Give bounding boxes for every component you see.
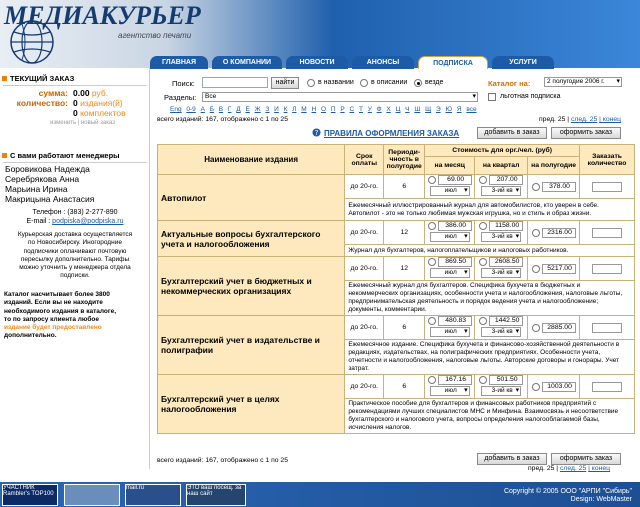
publication-name[interactable]: Бухгалтерский учет в издательстве и полиграфии [158, 316, 345, 375]
payment-term: до 20-го. [345, 257, 384, 281]
order-comp-row [0, 108, 150, 118]
letter-link[interactable]: Э [435, 106, 441, 113]
order-sum-label: сумма: [38, 88, 68, 98]
help-icon [312, 128, 321, 137]
order-sum-value [73, 88, 108, 98]
pager-next[interactable]: след. 25 [570, 116, 598, 123]
price-month-cell [425, 175, 475, 199]
price-half-cell [528, 175, 580, 199]
catalog-table [157, 144, 635, 434]
manager-name: Серебрякова Анна [5, 174, 80, 184]
quantity-input[interactable] [592, 264, 622, 274]
price-half: 378.00 [542, 182, 576, 192]
benefit-label: льготная подписка [500, 93, 561, 100]
letter-link[interactable]: З [265, 106, 270, 113]
letter-link[interactable]: М [301, 106, 307, 113]
order-links[interactable]: изменить | новый заказ [50, 120, 116, 126]
periodicity: 12 [384, 221, 425, 245]
delivery-line: подписчики оплачивают почтовую [23, 247, 127, 255]
pager-end[interactable]: | конец [588, 465, 611, 472]
letter-link[interactable]: все [466, 106, 477, 113]
publication-name[interactable]: Автопилот [158, 175, 345, 221]
left-sidebar [0, 68, 150, 469]
catalog-note-line: необходимого издания в каталоге, [4, 307, 117, 315]
price-half: 5217.00 [542, 264, 576, 274]
quarter-select[interactable]: 3-ий кв ▾ [481, 186, 521, 196]
radio-in-title[interactable] [307, 79, 315, 87]
catalog-label: Каталог на: [488, 79, 531, 88]
letter-link[interactable]: Д [236, 106, 241, 113]
price-quarter-radio[interactable] [479, 176, 487, 184]
site-header [0, 0, 640, 68]
email-link[interactable]: podpiska@podpiska.ru [52, 218, 124, 225]
periodicity: 6 [384, 375, 425, 399]
col-order: Заказать количество [580, 145, 635, 175]
order-comp-number: 0 [73, 108, 78, 118]
quantity-cell [580, 257, 635, 281]
publication-row [158, 257, 635, 281]
letter-link[interactable]: В [218, 106, 224, 113]
price-month-radio[interactable] [428, 317, 436, 325]
letter-link[interactable]: А [200, 106, 205, 113]
order-comp-unit: комплектов [80, 108, 126, 118]
search-label: Поиск: [172, 79, 195, 88]
quantity-input[interactable] [592, 182, 622, 192]
price-month-radio[interactable] [428, 176, 436, 184]
radio-in-title-label: в названии [318, 79, 354, 86]
site-logo[interactable]: МЕДИАКУРЬЕР [4, 1, 201, 30]
price-half-cell [528, 221, 580, 245]
price-month: 167.16 [438, 375, 472, 385]
site-tagline: агентство печати [118, 31, 192, 40]
col-term: Срок оплаты [345, 145, 384, 175]
publication-name[interactable]: Бухгалтерский учет в целях налогообложения [158, 375, 345, 434]
price-quarter: 2608.50 [489, 257, 523, 267]
price-quarter-cell [475, 221, 528, 245]
quarter-select[interactable]: 3-ий кв ▾ [481, 327, 521, 337]
periodicity: 6 [384, 175, 425, 199]
catalog-note-line: Каталог насчитывает более 3800 [4, 291, 110, 298]
letter-link[interactable]: Х [386, 106, 391, 113]
search-button[interactable]: найти [271, 77, 299, 89]
price-quarter-cell [475, 175, 528, 199]
quarter-select[interactable]: 3-ий кв ▾ [481, 386, 521, 396]
divider [3, 162, 147, 163]
quantity-cell [580, 221, 635, 245]
quantity-cell [580, 375, 635, 399]
design-credit: Design: WebMaster [570, 496, 632, 503]
letter-link[interactable]: Л [292, 106, 297, 113]
order-rules-link[interactable]: ПРАВИЛА ОФОРМЛЕНИЯ ЗАКАЗА [324, 129, 460, 138]
price-half-radio[interactable] [532, 229, 540, 237]
quarter-select[interactable]: 3-ий кв ▾ [481, 232, 521, 242]
letter-link[interactable]: И [274, 106, 279, 113]
price-quarter-radio[interactable] [479, 317, 487, 325]
tab-services[interactable]: УСЛУГИ [492, 56, 554, 69]
letter-link[interactable]: Е [245, 106, 250, 113]
publication-description: Ежемесячное издание. Специфика бухучета и финансово-хозяйственной деятельности в редакциях, издательствах, на полиграфических предприятиях. Особенности учета, отчетности и налогообложения, налоговые льготы. Авторские договоры и гонорары. Учет затрат. [345, 340, 635, 375]
add-to-order-button-bottom[interactable]: добавить в заказ [477, 453, 547, 465]
price-half-radio[interactable] [532, 183, 540, 191]
order-sum-unit: руб. [91, 88, 109, 98]
copyright-text: Copyright © 2005 ООО "АРПИ "Сибирь" [503, 488, 632, 495]
periodicity: 12 [384, 257, 425, 281]
price-half-radio[interactable] [532, 265, 540, 273]
price-quarter: 1442.50 [489, 316, 523, 326]
price-quarter-radio[interactable] [479, 376, 487, 384]
sections-select[interactable]: Все ▾ [202, 92, 478, 102]
publication-name[interactable]: Бухгалтерский учет в бюджетных и некоммерческих организациях [158, 257, 345, 316]
managers-phone: Телефон : (383) 2-277-890 [32, 209, 118, 216]
sections-label: Разделы: [164, 93, 197, 102]
col-month: на месяц [425, 157, 475, 175]
publication-description: Журнал для бухгалтеров, налогоплательщиков и налоговых работников. [345, 245, 635, 257]
quantity-cell [580, 175, 635, 199]
alphabet-filter [170, 106, 638, 114]
periodicity: 6 [384, 316, 425, 340]
price-month-radio[interactable] [428, 258, 436, 266]
month-select[interactable]: июл ▾ [430, 232, 470, 242]
bullet-icon [2, 76, 7, 81]
price-quarter: 501.50 [489, 375, 523, 385]
quantity-input[interactable] [592, 382, 622, 392]
price-quarter-cell [475, 316, 528, 340]
pager-next[interactable]: след. 25 [559, 465, 587, 472]
price-quarter-radio[interactable] [479, 258, 487, 266]
price-month-cell [425, 257, 475, 281]
quantity-input[interactable] [592, 323, 622, 333]
rambler-counter-badge[interactable]: УЧАСТНИК Rambler's TOP100 [2, 484, 58, 506]
letter-link[interactable]: П [330, 106, 336, 113]
price-month-cell [425, 375, 475, 399]
order-title: ТЕКУЩИЙ ЗАКАЗ [10, 74, 75, 83]
quarter-select[interactable]: 3-ий кв ▾ [481, 268, 521, 278]
publication-row [158, 221, 635, 245]
payment-term: до 20-го. [345, 175, 384, 199]
search-input[interactable] [202, 77, 268, 88]
price-quarter: 1158.00 [489, 221, 523, 231]
mailru-counter-badge[interactable]: mail.ru [125, 484, 181, 506]
delivery-line: Курьерская доставка осуществляется [17, 231, 133, 238]
pager-end[interactable]: | конец [599, 116, 622, 123]
total-count-top: всего изданий: 167, отображено с 1 по 25 [157, 116, 288, 123]
copyright [504, 488, 632, 504]
tab-news[interactable]: НОВОСТИ [286, 56, 348, 69]
order-qty-value [73, 98, 123, 108]
catalog-note-line: то по запросу клиента любое [4, 315, 99, 323]
order-qty-label: количество: [16, 98, 68, 108]
price-half: 1003.00 [542, 382, 576, 392]
main-nav [150, 56, 640, 69]
pager-top [539, 116, 621, 123]
letter-link[interactable]: 0-9 [186, 106, 196, 113]
payment-term: до 20-го. [345, 221, 384, 245]
add-to-order-button-top[interactable]: добавить в заказ [477, 127, 547, 139]
tab-home[interactable]: ГЛАВНАЯ [150, 56, 208, 69]
order-header [0, 73, 150, 85]
catalog-note-line: дополнительно. [4, 332, 57, 340]
payment-term: до 20-го. [345, 316, 384, 340]
letter-link[interactable]: Eng [170, 106, 182, 113]
publication-row [158, 375, 635, 399]
catalog-note-line[interactable]: издание будет предоставлено [4, 324, 102, 332]
letter-link[interactable]: Щ [425, 106, 432, 113]
price-quarter-radio[interactable] [479, 222, 487, 230]
delivery-text [3, 231, 147, 281]
pager-prev[interactable]: пред. 25 | [528, 465, 559, 472]
col-half: на полугодие [528, 157, 580, 175]
publication-row [158, 316, 635, 340]
letter-link[interactable]: О [320, 106, 327, 113]
letter-link[interactable]: Ш [414, 106, 421, 113]
radio-in-description[interactable] [360, 79, 368, 87]
publication-description: Практическое пособие для бухгалтеров и финансовых работников предприятий с рекомендациями лучших специалистов МНС и Минфина. Взаимосвязь и несоответствие бухгалтерского и налогового учета, вопросы определения налогооблагаемой базы, исчисления налогов. [345, 399, 635, 434]
letter-link[interactable]: Т [358, 106, 363, 113]
col-name: Наименование издания [158, 145, 345, 175]
email-label: E-mail : [26, 218, 51, 225]
letter-link[interactable]: Р [340, 106, 345, 113]
price-half-radio[interactable] [532, 383, 540, 391]
price-half-radio[interactable] [532, 324, 540, 332]
catalog-period-select[interactable]: 2 полугодие 2006 г. ▾ [544, 77, 622, 87]
managers-email-row [0, 218, 150, 226]
pager-bottom [528, 465, 610, 472]
price-month: 69.00 [438, 175, 472, 185]
price-month: 869.50 [438, 257, 472, 267]
price-month: 480.83 [438, 316, 472, 326]
footer [0, 482, 640, 507]
delivery-line: пересылку дополнительно. Тарифы [20, 255, 130, 263]
tab-about[interactable]: О КОМПАНИИ [212, 56, 282, 69]
managers-title: С вами работают менеджеры [10, 151, 120, 160]
order-qty-row [0, 98, 150, 108]
checkout-button-bottom[interactable]: оформить заказ [551, 453, 621, 465]
delivery-line: можно уточнить у менеджера отдела [19, 264, 131, 272]
order-sum-row [0, 88, 150, 98]
price-month-radio[interactable] [428, 376, 436, 384]
radio-everywhere[interactable] [414, 79, 422, 87]
delivery-line: по Новосибирску. Иногородние [28, 239, 122, 247]
price-half-cell [528, 257, 580, 281]
radio-in-description-label: в описании [371, 79, 408, 86]
banner-placeholder[interactable] [64, 484, 120, 506]
month-select[interactable]: июл ▾ [430, 386, 470, 396]
price-quarter: 207.00 [489, 175, 523, 185]
col-cost: Стоимость для орг./чел. (руб) [425, 145, 580, 157]
order-qty-number: 0 [73, 98, 78, 108]
col-period: Периоди-чность в полугодие [384, 145, 425, 175]
benefit-checkbox[interactable] [488, 93, 496, 101]
visit-counter-badge[interactable]: ЭТО ваш посещ. за наш сайт [186, 484, 246, 506]
letter-link[interactable]: Ч [405, 106, 410, 113]
catalog-note-line: изданий. Если вы не находите [4, 299, 103, 307]
manager-name: Марьина Ирина [5, 184, 68, 194]
col-quarter: на квартал [475, 157, 528, 175]
price-month-radio[interactable] [428, 222, 436, 230]
delivery-line: подписки. [60, 272, 90, 280]
letter-link[interactable]: Б [209, 106, 214, 113]
publication-description: Ежемесячный иллюстрированный журнал для автомобилистов, кто уверен в себе. Автопилот - это не только любимая мужская игрушка, но и стиль и образ жизни. [345, 199, 635, 221]
letter-link[interactable]: К [283, 106, 288, 113]
order-sum-number: 0.00 [73, 88, 90, 98]
pager-prev[interactable]: пред. 25 | [539, 116, 570, 123]
managers-header [0, 150, 150, 162]
month-select[interactable]: июл ▾ [430, 186, 470, 196]
letter-link[interactable]: Ф [376, 106, 382, 113]
price-month-cell [425, 316, 475, 340]
price-month-cell [425, 221, 475, 245]
price-half: 2885.00 [542, 323, 576, 333]
letter-link[interactable]: Я [456, 106, 462, 113]
svg-text:?: ? [314, 128, 319, 137]
letter-link[interactable]: Г [227, 106, 232, 113]
publication-name[interactable]: Актуальные вопросы бухгалтерского учета и налогообложения [158, 221, 345, 257]
quantity-cell [580, 316, 635, 340]
price-quarter-cell [475, 375, 528, 399]
month-select[interactable]: июл ▾ [430, 327, 470, 337]
manager-name: Боровикова Надежда [5, 164, 90, 174]
publication-description: Ежемесячный журнал для бухгалтеров. Специфика бухучета в бюджетных и некоммерческих организациях, особенности учета и налогообложения, налоговые льготы, предпринимательская деятельность и порядок ведения учета и налогообложение; документы, комментарии. [345, 281, 635, 316]
order-comp-value [73, 108, 126, 118]
quantity-input[interactable] [592, 228, 622, 238]
letter-link[interactable]: Ж [254, 106, 261, 113]
manager-name: Макрицына Анастасия [5, 194, 95, 204]
tab-subscription[interactable]: ПОДПИСКА [418, 56, 488, 69]
total-count-bottom: всего изданий: 167, отображено с 1 по 25 [157, 457, 288, 464]
payment-term: до 20-го. [345, 375, 384, 399]
price-half-cell [528, 375, 580, 399]
publication-row [158, 175, 635, 199]
bullet-icon [2, 153, 7, 158]
radio-everywhere-label: везде [425, 79, 444, 86]
price-quarter-cell [475, 257, 528, 281]
main-content [150, 70, 640, 470]
divider [3, 85, 147, 86]
price-half-cell [528, 316, 580, 340]
month-select[interactable]: июл ▾ [430, 268, 470, 278]
order-qty-unit: издания(й) [80, 98, 123, 108]
letter-link[interactable]: У [367, 106, 372, 113]
letter-link[interactable]: Ю [445, 106, 453, 113]
letter-link[interactable]: Ц [395, 106, 401, 113]
letter-link[interactable]: С [349, 106, 355, 113]
price-half: 2316.00 [542, 228, 576, 238]
letter-link[interactable]: Н [311, 106, 317, 113]
price-month: 386.00 [438, 221, 472, 231]
checkout-button-top[interactable]: оформить заказ [551, 127, 621, 139]
tab-announcements[interactable]: АНОНСЫ [352, 56, 414, 69]
catalog-note [4, 291, 148, 341]
